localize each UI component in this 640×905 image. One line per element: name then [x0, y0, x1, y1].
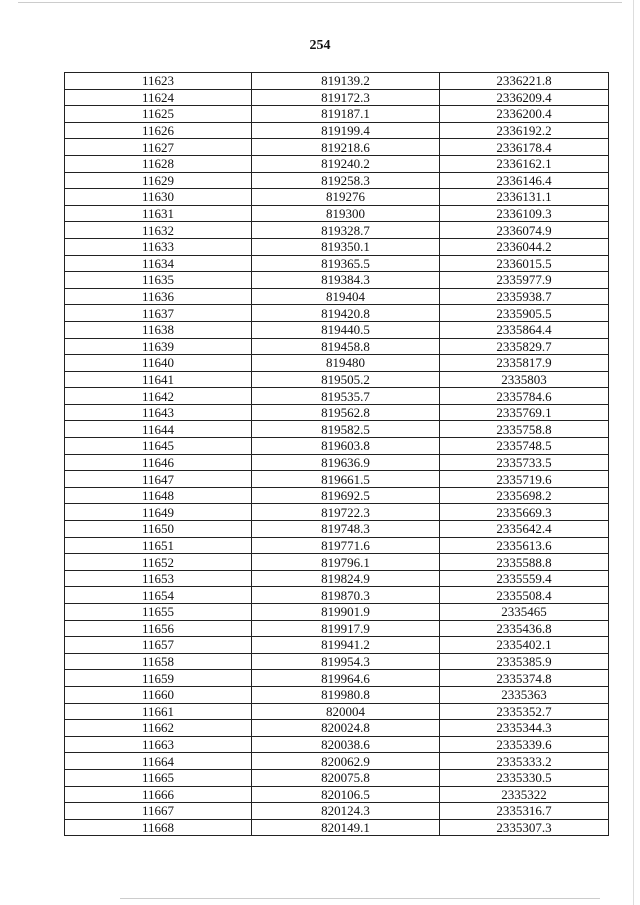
y-coordinate-cell: 2335938.7 — [440, 288, 609, 305]
point-number-cell: 11655 — [65, 604, 252, 621]
point-number-cell: 11639 — [65, 338, 252, 355]
point-number-cell: 11627 — [65, 139, 252, 156]
table-row — [65, 73, 609, 90]
x-coordinate-cell: 819722.3 — [252, 504, 440, 521]
table-row — [65, 205, 609, 222]
x-coordinate-cell: 819661.5 — [252, 471, 440, 488]
table-row — [65, 272, 609, 289]
y-coordinate-cell: 2335719.6 — [440, 471, 609, 488]
point-number-cell: 11625 — [65, 106, 252, 123]
x-coordinate-cell: 819187.1 — [252, 106, 440, 123]
y-coordinate-cell: 2336221.8 — [440, 73, 609, 90]
x-coordinate-cell: 819276 — [252, 189, 440, 206]
table-row — [65, 371, 609, 388]
x-coordinate-cell: 819505.2 — [252, 371, 440, 388]
point-number-cell: 11668 — [65, 819, 252, 836]
point-number-cell: 11667 — [65, 803, 252, 820]
x-coordinate-cell: 819350.1 — [252, 238, 440, 255]
table-row — [65, 521, 609, 538]
table-row — [65, 471, 609, 488]
x-coordinate-cell: 819796.1 — [252, 554, 440, 571]
x-coordinate-cell: 819328.7 — [252, 222, 440, 239]
x-coordinate-cell: 819941.2 — [252, 637, 440, 654]
y-coordinate-cell: 2335642.4 — [440, 521, 609, 538]
x-coordinate-cell: 820075.8 — [252, 769, 440, 786]
point-number-cell: 11660 — [65, 686, 252, 703]
point-number-cell: 11629 — [65, 172, 252, 189]
y-coordinate-cell: 2335307.3 — [440, 819, 609, 836]
point-number-cell: 11633 — [65, 238, 252, 255]
y-coordinate-cell: 2335977.9 — [440, 272, 609, 289]
y-coordinate-cell: 2335333.2 — [440, 753, 609, 770]
table-row — [65, 686, 609, 703]
y-coordinate-cell: 2335769.1 — [440, 404, 609, 421]
x-coordinate-cell: 819300 — [252, 205, 440, 222]
point-number-cell: 11662 — [65, 720, 252, 737]
table-row — [65, 238, 609, 255]
x-coordinate-cell: 819582.5 — [252, 421, 440, 438]
y-coordinate-cell: 2335613.6 — [440, 537, 609, 554]
table-row — [65, 421, 609, 438]
point-number-cell: 11657 — [65, 637, 252, 654]
y-coordinate-cell: 2335669.3 — [440, 504, 609, 521]
table-row — [65, 122, 609, 139]
table-row — [65, 786, 609, 803]
table-row — [65, 769, 609, 786]
y-coordinate-cell: 2335316.7 — [440, 803, 609, 820]
table-row — [65, 321, 609, 338]
table-row — [65, 404, 609, 421]
x-coordinate-cell: 819562.8 — [252, 404, 440, 421]
x-coordinate-cell: 819480 — [252, 355, 440, 372]
y-coordinate-cell: 2335733.5 — [440, 454, 609, 471]
table-row — [65, 355, 609, 372]
point-number-cell: 11666 — [65, 786, 252, 803]
x-coordinate-cell: 819692.5 — [252, 487, 440, 504]
table-row — [65, 819, 609, 836]
table-row — [65, 155, 609, 172]
y-coordinate-cell: 2335698.2 — [440, 487, 609, 504]
point-number-cell: 11658 — [65, 653, 252, 670]
x-coordinate-cell: 820124.3 — [252, 803, 440, 820]
y-coordinate-cell: 2335402.1 — [440, 637, 609, 654]
table-row — [65, 537, 609, 554]
point-number-cell: 11642 — [65, 388, 252, 405]
y-coordinate-cell: 2336015.5 — [440, 255, 609, 272]
y-coordinate-cell: 2335352.7 — [440, 703, 609, 720]
coordinates-table-body — [65, 73, 609, 836]
x-coordinate-cell: 819824.9 — [252, 570, 440, 587]
point-number-cell: 11634 — [65, 255, 252, 272]
table-row — [65, 288, 609, 305]
point-number-cell: 11641 — [65, 371, 252, 388]
table-row — [65, 338, 609, 355]
x-coordinate-cell: 819458.8 — [252, 338, 440, 355]
x-coordinate-cell: 819870.3 — [252, 587, 440, 604]
x-coordinate-cell: 819980.8 — [252, 686, 440, 703]
table-row — [65, 487, 609, 504]
point-number-cell: 11663 — [65, 736, 252, 753]
y-coordinate-cell: 2335758.8 — [440, 421, 609, 438]
point-number-cell: 11628 — [65, 155, 252, 172]
table-row — [65, 255, 609, 272]
point-number-cell: 11646 — [65, 454, 252, 471]
scan-edge-top — [18, 2, 622, 3]
table-row — [65, 736, 609, 753]
y-coordinate-cell: 2335588.8 — [440, 554, 609, 571]
x-coordinate-cell: 820024.8 — [252, 720, 440, 737]
table-row — [65, 604, 609, 621]
x-coordinate-cell: 820149.1 — [252, 819, 440, 836]
y-coordinate-cell: 2335322 — [440, 786, 609, 803]
y-coordinate-cell: 2335339.6 — [440, 736, 609, 753]
table-row — [65, 554, 609, 571]
x-coordinate-cell: 819636.9 — [252, 454, 440, 471]
y-coordinate-cell: 2335330.5 — [440, 769, 609, 786]
table-row — [65, 637, 609, 654]
y-coordinate-cell: 2336178.4 — [440, 139, 609, 156]
table-row — [65, 89, 609, 106]
y-coordinate-cell: 2336162.1 — [440, 155, 609, 172]
point-number-cell: 11644 — [65, 421, 252, 438]
table-row — [65, 139, 609, 156]
x-coordinate-cell: 820004 — [252, 703, 440, 720]
point-number-cell: 11637 — [65, 305, 252, 322]
table-row — [65, 803, 609, 820]
point-number-cell: 11630 — [65, 189, 252, 206]
point-number-cell: 11624 — [65, 89, 252, 106]
y-coordinate-cell: 2335803 — [440, 371, 609, 388]
table-row — [65, 305, 609, 322]
table-row — [65, 504, 609, 521]
table-row — [65, 172, 609, 189]
y-coordinate-cell: 2336209.4 — [440, 89, 609, 106]
x-coordinate-cell: 819139.2 — [252, 73, 440, 90]
y-coordinate-cell: 2335817.9 — [440, 355, 609, 372]
table-row — [65, 620, 609, 637]
scan-edge-bottom — [120, 898, 600, 899]
x-coordinate-cell: 820106.5 — [252, 786, 440, 803]
x-coordinate-cell: 819535.7 — [252, 388, 440, 405]
point-number-cell: 11661 — [65, 703, 252, 720]
point-number-cell: 11645 — [65, 438, 252, 455]
x-coordinate-cell: 819917.9 — [252, 620, 440, 637]
x-coordinate-cell: 819199.4 — [252, 122, 440, 139]
table-row — [65, 106, 609, 123]
point-number-cell: 11632 — [65, 222, 252, 239]
page-number: 254 — [309, 38, 331, 53]
y-coordinate-cell: 2335829.7 — [440, 338, 609, 355]
y-coordinate-cell: 2335748.5 — [440, 438, 609, 455]
y-coordinate-cell: 2336074.9 — [440, 222, 609, 239]
x-coordinate-cell: 819901.9 — [252, 604, 440, 621]
y-coordinate-cell: 2335374.8 — [440, 670, 609, 687]
point-number-cell: 11656 — [65, 620, 252, 637]
point-number-cell: 11638 — [65, 321, 252, 338]
x-coordinate-cell: 820038.6 — [252, 736, 440, 753]
point-number-cell: 11635 — [65, 272, 252, 289]
x-coordinate-cell: 819964.6 — [252, 670, 440, 687]
table-row — [65, 753, 609, 770]
point-number-cell: 11623 — [65, 73, 252, 90]
y-coordinate-cell: 2335344.3 — [440, 720, 609, 737]
table-row — [65, 587, 609, 604]
x-coordinate-cell: 819218.6 — [252, 139, 440, 156]
point-number-cell: 11652 — [65, 554, 252, 571]
y-coordinate-cell: 2336200.4 — [440, 106, 609, 123]
point-number-cell: 11640 — [65, 355, 252, 372]
y-coordinate-cell: 2335465 — [440, 604, 609, 621]
point-number-cell: 11650 — [65, 521, 252, 538]
x-coordinate-cell: 819440.5 — [252, 321, 440, 338]
scan-edge-right — [633, 0, 634, 905]
point-number-cell: 11664 — [65, 753, 252, 770]
table-row — [65, 189, 609, 206]
y-coordinate-cell: 2336131.1 — [440, 189, 609, 206]
y-coordinate-cell: 2335864.4 — [440, 321, 609, 338]
y-coordinate-cell: 2335436.8 — [440, 620, 609, 637]
table-row — [65, 438, 609, 455]
point-number-cell: 11647 — [65, 471, 252, 488]
y-coordinate-cell: 2336044.2 — [440, 238, 609, 255]
y-coordinate-cell: 2335905.5 — [440, 305, 609, 322]
table-row — [65, 222, 609, 239]
point-number-cell: 11631 — [65, 205, 252, 222]
point-number-cell: 11651 — [65, 537, 252, 554]
point-number-cell: 11636 — [65, 288, 252, 305]
y-coordinate-cell: 2336146.4 — [440, 172, 609, 189]
coordinates-table — [64, 72, 609, 836]
table-row — [65, 454, 609, 471]
point-number-cell: 11643 — [65, 404, 252, 421]
x-coordinate-cell: 819771.6 — [252, 537, 440, 554]
table-row — [65, 570, 609, 587]
table-row — [65, 703, 609, 720]
table-row — [65, 388, 609, 405]
point-number-cell: 11653 — [65, 570, 252, 587]
table-row — [65, 720, 609, 737]
x-coordinate-cell: 819258.3 — [252, 172, 440, 189]
table-row — [65, 653, 609, 670]
point-number-cell: 11665 — [65, 769, 252, 786]
x-coordinate-cell: 819420.8 — [252, 305, 440, 322]
x-coordinate-cell: 819404 — [252, 288, 440, 305]
y-coordinate-cell: 2335363 — [440, 686, 609, 703]
y-coordinate-cell: 2336192.2 — [440, 122, 609, 139]
x-coordinate-cell: 819384.3 — [252, 272, 440, 289]
point-number-cell: 11626 — [65, 122, 252, 139]
point-number-cell: 11654 — [65, 587, 252, 604]
point-number-cell: 11649 — [65, 504, 252, 521]
table-row — [65, 670, 609, 687]
x-coordinate-cell: 820062.9 — [252, 753, 440, 770]
x-coordinate-cell: 819748.3 — [252, 521, 440, 538]
x-coordinate-cell: 819365.5 — [252, 255, 440, 272]
y-coordinate-cell: 2336109.3 — [440, 205, 609, 222]
y-coordinate-cell: 2335784.6 — [440, 388, 609, 405]
y-coordinate-cell: 2335559.4 — [440, 570, 609, 587]
x-coordinate-cell: 819603.8 — [252, 438, 440, 455]
x-coordinate-cell: 819172.3 — [252, 89, 440, 106]
x-coordinate-cell: 819954.3 — [252, 653, 440, 670]
point-number-cell: 11648 — [65, 487, 252, 504]
point-number-cell: 11659 — [65, 670, 252, 687]
y-coordinate-cell: 2335508.4 — [440, 587, 609, 604]
y-coordinate-cell: 2335385.9 — [440, 653, 609, 670]
x-coordinate-cell: 819240.2 — [252, 155, 440, 172]
